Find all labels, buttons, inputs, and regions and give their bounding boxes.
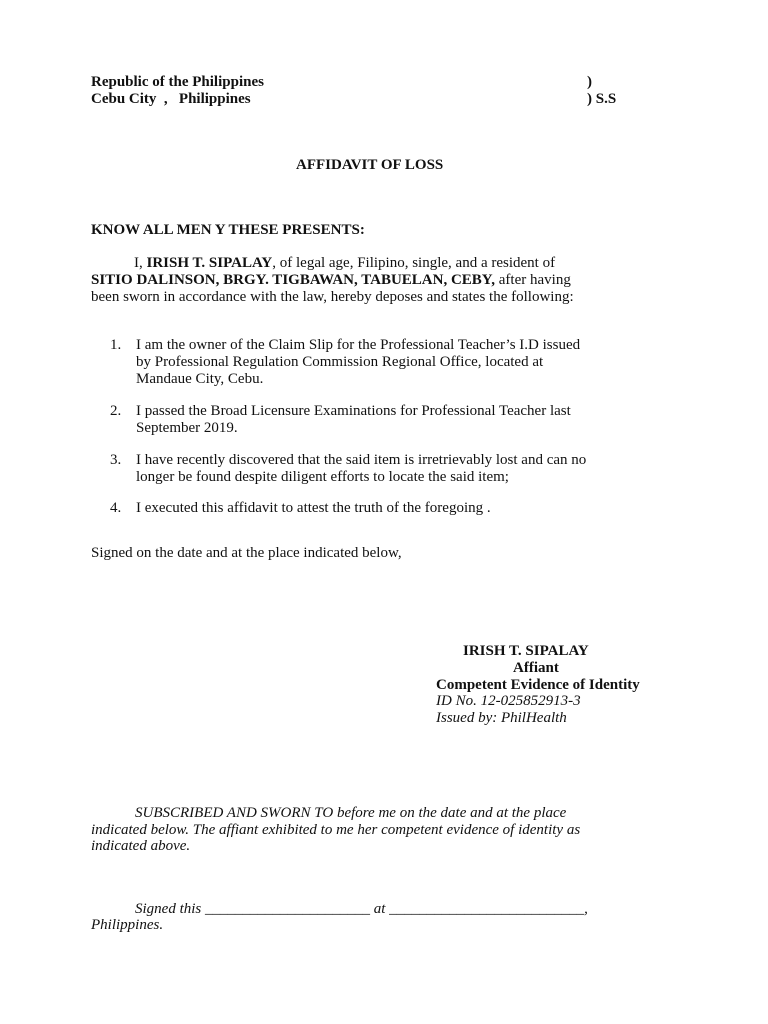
place-blank: __________________________, [389, 901, 588, 917]
list-item-line: September 2019. [136, 420, 238, 436]
list-item-line: I have recently discovered that the said item is irretrievably lost and can no [136, 452, 587, 468]
list-item-number: 2. [110, 403, 122, 419]
evidence-label: Competent Evidence of Identity [436, 677, 640, 693]
list-item-number: 1. [110, 337, 122, 353]
header-country: Republic of the Philippines [91, 74, 264, 90]
intro-lead: I, [134, 255, 147, 271]
list-item-line: longer be found despite diligent efforts to locate the said item; [136, 469, 509, 485]
intro-name: IRISH T. SIPALAY [146, 255, 273, 271]
signed-this-line [135, 901, 588, 918]
list-item-line: Mandaue City, Cebu. [136, 371, 264, 387]
affiant-name: IRISH T. SIPALAY [463, 643, 589, 659]
document-title: AFFIDAVIT OF LOSS [296, 157, 444, 173]
intro-line-3: been sworn in accordance with the law, hereby deposes and states the following: [91, 289, 574, 305]
list-item-line: I am the owner of the Claim Slip for the Professional Teacher’s I.D issued [136, 337, 581, 353]
signed-statement: Signed on the date and at the place indicated below, [91, 545, 402, 561]
list-item-number: 4. [110, 500, 122, 516]
jurat-line-1: SUBSCRIBED AND SWORN TO before me on the date and at the place [135, 805, 567, 821]
date-blank: ______________________ [205, 901, 370, 917]
header-city: Cebu City , Philippines [91, 91, 251, 107]
intro-after-address: after having [495, 272, 571, 288]
signed-this-suffix: Philippines. [91, 917, 164, 933]
intro-paragraph [91, 255, 671, 306]
header-paren: ) [587, 74, 592, 90]
intro-address: SITIO DALINSON, BRGY. TIGBAWAN, TABUELAN, CEBY, [91, 272, 496, 288]
jurat-line-2: indicated below. The affiant exhibited to me her competent evidence of identity as [91, 822, 581, 838]
list-item-line: by Professional Regulation Commission Regional Office, located at [136, 354, 544, 370]
salutation: KNOW ALL MEN Y THESE PRESENTS: [91, 222, 365, 238]
id-number: ID No. 12-025852913-3 [436, 693, 581, 709]
signed-this-at: at [373, 901, 386, 917]
signed-this-prefix: Signed this [135, 901, 202, 917]
jurat-line-3: indicated above. [91, 838, 191, 854]
list-item-line: I passed the Broad Licensure Examinations for Professional Teacher last [136, 403, 571, 419]
list-item-line: I executed this affidavit to attest the truth of the foregoing . [136, 500, 491, 516]
intro-line-2 [91, 272, 671, 289]
header-ss: ) S.S [587, 91, 617, 107]
affiant-role: Affiant [513, 660, 559, 676]
intro-line-1 [91, 255, 671, 272]
issued-by: Issued by: PhilHealth [436, 710, 567, 726]
list-item-number: 3. [110, 452, 122, 468]
intro-after-name: , of legal age, Filipino, single, and a resident of [272, 255, 556, 271]
